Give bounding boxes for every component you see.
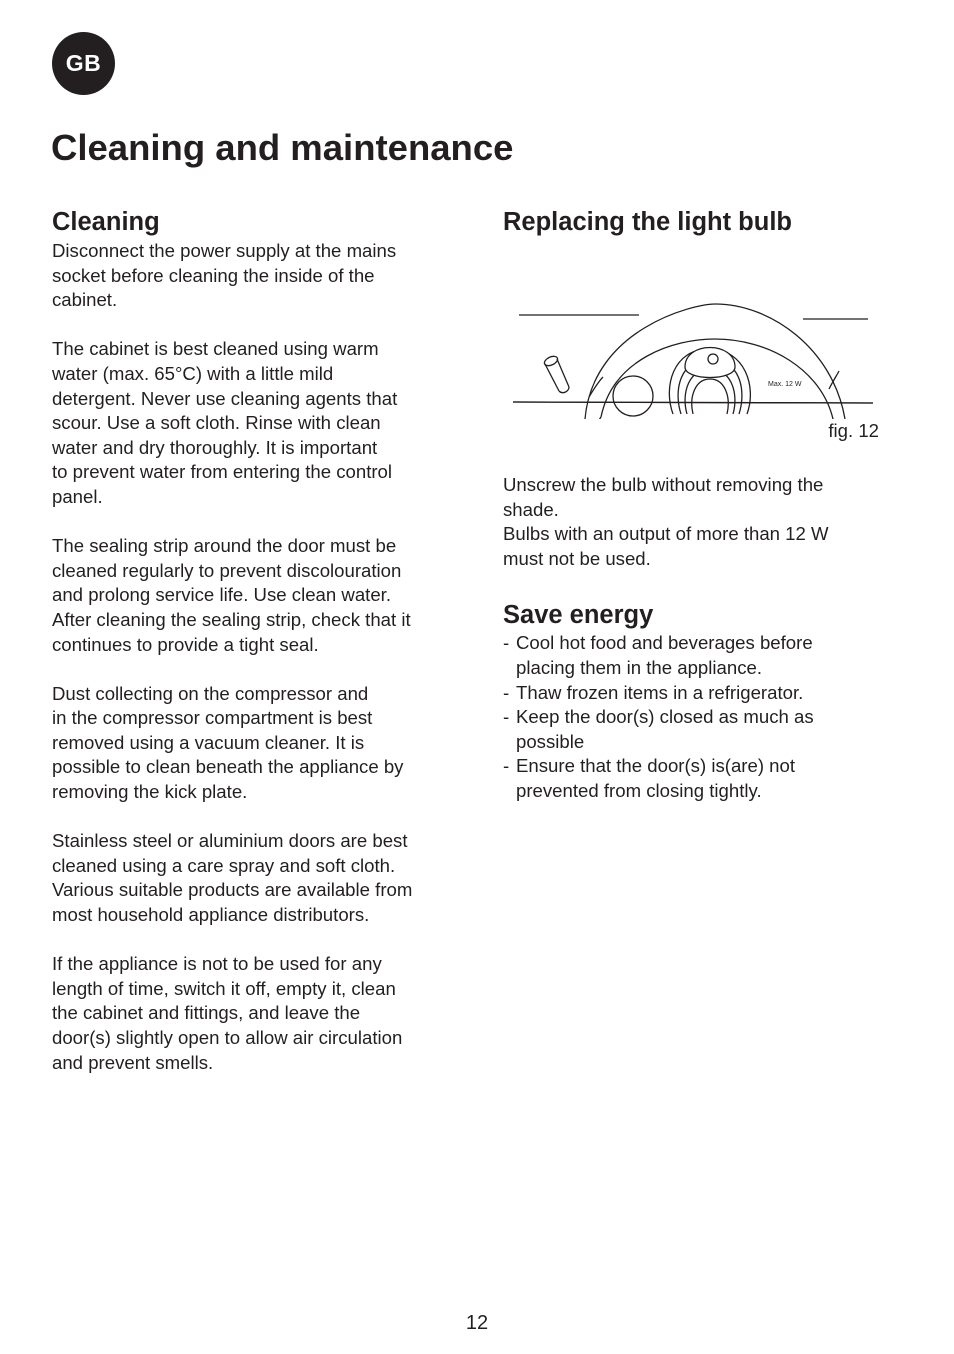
- save-energy-list: [503, 631, 895, 803]
- list-item: - Keep the door(s) closed as much as possible: [503, 706, 814, 752]
- bulb-heading: Replacing the light bulb: [503, 208, 792, 236]
- cleaning-paragraph: Stainless steel or aluminium doors are best cleaned using a care spray and soft cloth. Various suitable products are available from most household appliance distributors.: [52, 830, 413, 926]
- list-item: - Thaw frozen items in a refrigerator.: [503, 681, 804, 703]
- page-number: 12: [465, 1312, 489, 1334]
- language-badge: GB: [52, 32, 115, 95]
- cleaning-paragraph: Dust collecting on the compressor and in the compressor compartment is best removed using a vacuum cleaner. It is possible to clean beneath the appliance by removing the kick plate.: [52, 682, 404, 803]
- list-item: - Cool hot food and beverages before placing them in the appliance.: [503, 632, 813, 678]
- figure-caption: fig. 12: [828, 420, 879, 441]
- list-item: - Ensure that the door(s) is(are) not prevented from closing tightly.: [503, 755, 796, 801]
- page-title: Cleaning and maintenance: [51, 127, 514, 168]
- cleaning-heading: Cleaning: [52, 208, 160, 236]
- cleaning-paragraph: Disconnect the power supply at the mains socket before cleaning the inside of the cabinet.: [52, 240, 397, 311]
- light-bulb-illustration: [503, 269, 895, 419]
- max-wattage-label: Max. 12 W: [768, 381, 802, 388]
- bulb-instructions: Unscrew the bulb without removing the shade. Bulbs with an output of more than 12 W must not be used.: [503, 474, 829, 569]
- cleaning-paragraph: The cabinet is best cleaned using warm water (max. 65°C) with a little mild detergent. Never use cleaning agents that scour. Use a soft cloth. Rinse with clean water and dry thoroughly. It is important to prevent water from entering the control panel.: [52, 338, 398, 507]
- save-energy-heading: Save energy: [503, 601, 654, 630]
- cleaning-paragraph: If the appliance is not to be used for any length of time, switch it off, empty it, clean the cabinet and fittings, and leave the door(s) slightly open to allow air circulation and prevent smells.: [52, 953, 403, 1073]
- cleaning-section: [52, 205, 462, 1075]
- cleaning-paragraph: The sealing strip around the door must be cleaned regularly to prevent discolouration and prolong service life. Use clean water. After cleaning the sealing strip, check that it continues to provide a tight seal.: [52, 535, 411, 655]
- light-bulb-figure: [503, 269, 895, 441]
- right-column: [503, 205, 895, 804]
